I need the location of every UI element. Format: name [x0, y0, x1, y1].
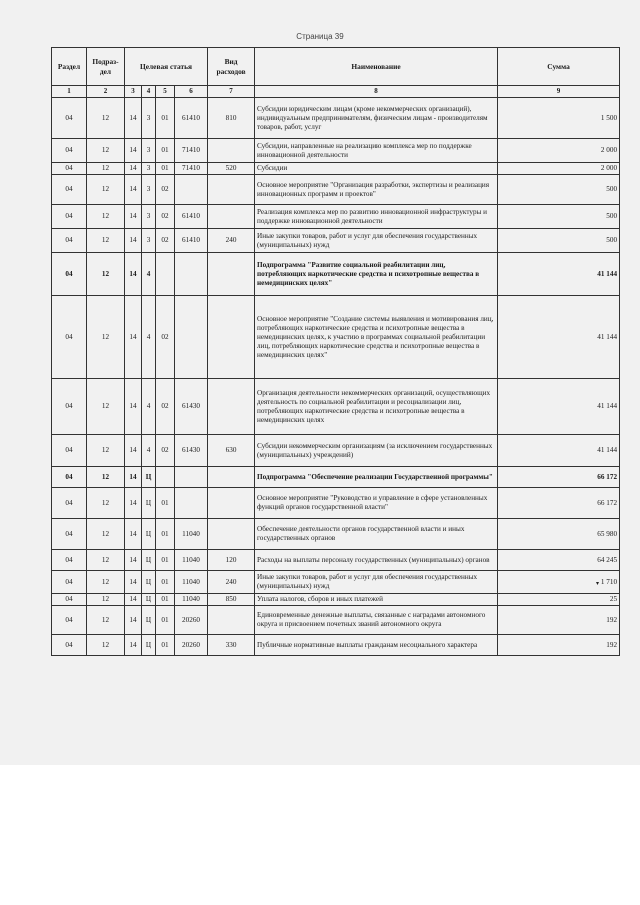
razdel-cell: 04	[52, 550, 87, 571]
podrazdel-cell: 12	[87, 606, 125, 635]
razdel-cell: 04	[52, 467, 87, 488]
name-cell: Субсидии юридическим лицам (кроме некоммерческих организаций), индивидуальным предпринимателям, физическим лицам - производителям товаров, работ, услуг	[255, 98, 498, 139]
header-target-article: Целевая статья	[125, 48, 208, 86]
header-podrazdel: Подраз-дел	[87, 48, 125, 86]
podrazdel-cell: 12	[87, 175, 125, 205]
name-cell: Единовременные денежные выплаты, связанные с наградами автономного округа и присвоением почетных званий автономного округа	[255, 606, 498, 635]
target-part3-cell: 02	[156, 229, 175, 253]
target-part2-cell: 3	[142, 98, 156, 139]
column-index-row	[52, 86, 620, 98]
index-cell: 9	[498, 86, 620, 98]
table-row	[52, 594, 620, 606]
podrazdel-cell: 12	[87, 571, 125, 594]
podrazdel-cell: 12	[87, 435, 125, 467]
target-part3-cell: 01	[156, 571, 175, 594]
target-code-cell: 71410	[175, 163, 208, 175]
index-cell: 5	[156, 86, 175, 98]
target-part2-cell: 4	[142, 296, 156, 379]
table-row	[52, 175, 620, 205]
sum-cell: 66 172	[498, 467, 620, 488]
target-part1-cell: 14	[125, 571, 142, 594]
vid-rashodov-cell	[208, 467, 255, 488]
sum-cell: 1 500	[498, 98, 620, 139]
table-row	[52, 606, 620, 635]
table-row	[52, 139, 620, 163]
razdel-cell: 04	[52, 606, 87, 635]
table-row	[52, 98, 620, 139]
target-part2-cell: Ц	[142, 594, 156, 606]
index-cell: 6	[175, 86, 208, 98]
podrazdel-cell: 12	[87, 379, 125, 435]
razdel-cell: 04	[52, 594, 87, 606]
sum-cell: 64 245	[498, 550, 620, 571]
name-cell: Основное мероприятие "Организация разработки, экспертизы и реализация инновационных программ и проектов"	[255, 175, 498, 205]
razdel-cell: 04	[52, 175, 87, 205]
name-cell: Публичные нормативные выплаты гражданам несоциального характера	[255, 635, 498, 656]
table-row	[52, 550, 620, 571]
target-part2-cell: 3	[142, 205, 156, 229]
target-part2-cell: Ц	[142, 635, 156, 656]
sum-cell: 41 144	[498, 296, 620, 379]
target-part3-cell: 01	[156, 488, 175, 519]
vid-rashodov-cell	[208, 488, 255, 519]
razdel-cell: 04	[52, 519, 87, 550]
vid-rashodov-cell	[208, 379, 255, 435]
name-cell: Обеспечение деятельности органов государственной власти и иных государственных органов	[255, 519, 498, 550]
vid-rashodov-cell: 630	[208, 435, 255, 467]
podrazdel-cell: 12	[87, 594, 125, 606]
table-row	[52, 435, 620, 467]
header-vid-rashodov: Вид расходов	[208, 48, 255, 86]
target-part1-cell: 14	[125, 467, 142, 488]
target-part1-cell: 14	[125, 379, 142, 435]
target-part1-cell: 14	[125, 229, 142, 253]
razdel-cell: 04	[52, 163, 87, 175]
razdel-cell: 04	[52, 205, 87, 229]
vid-rashodov-cell: 240	[208, 571, 255, 594]
table-row	[52, 467, 620, 488]
target-code-cell: 71410	[175, 139, 208, 163]
target-part3-cell: 01	[156, 606, 175, 635]
target-code-cell: 11040	[175, 550, 208, 571]
index-cell: 8	[255, 86, 498, 98]
index-cell: 1	[52, 86, 87, 98]
sum-cell: 25	[498, 594, 620, 606]
target-part1-cell: 14	[125, 519, 142, 550]
table-row	[52, 163, 620, 175]
target-part3-cell	[156, 467, 175, 488]
target-part1-cell: 14	[125, 594, 142, 606]
table-row	[52, 519, 620, 550]
name-cell: Подпрограмма "Развитие социальной реабилитации лиц, потребляющих наркотические средства и психотропные вещества в немедицинских целях"	[255, 253, 498, 296]
target-part3-cell: 02	[156, 175, 175, 205]
header-sum: Сумма	[498, 48, 620, 86]
target-code-cell	[175, 253, 208, 296]
podrazdel-cell: 12	[87, 519, 125, 550]
target-code-cell	[175, 467, 208, 488]
podrazdel-cell: 12	[87, 205, 125, 229]
target-part2-cell: Ц	[142, 467, 156, 488]
vid-rashodov-cell: 240	[208, 229, 255, 253]
vid-rashodov-cell: 810	[208, 98, 255, 139]
target-code-cell: 11040	[175, 519, 208, 550]
target-part3-cell: 01	[156, 98, 175, 139]
header-razdel: Раздел	[52, 48, 87, 86]
target-code-cell: 61430	[175, 435, 208, 467]
target-part3-cell: 01	[156, 519, 175, 550]
name-cell: Субсидии, направленные на реализацию комплекса мер по поддержке инновационной деятельности	[255, 139, 498, 163]
name-cell: Реализация комплекса мер по развитию инновационной инфраструктуры и поддержке инновационной деятельности	[255, 205, 498, 229]
sum-cell: 1 710	[498, 571, 620, 594]
podrazdel-cell: 12	[87, 229, 125, 253]
target-part1-cell: 14	[125, 98, 142, 139]
vid-rashodov-cell	[208, 296, 255, 379]
table-row	[52, 488, 620, 519]
name-cell: Основное мероприятие "Создание системы выявления и мотивирования лиц, потребляющих наркотические средства и психотропные вещества в немедицинских целях, к участию в программах социальной реабилитации лиц, потребляющих наркотические средства и психотропные вещества в немедицинских целях"	[255, 296, 498, 379]
target-part1-cell: 14	[125, 205, 142, 229]
podrazdel-cell: 12	[87, 163, 125, 175]
table-row	[52, 296, 620, 379]
vid-rashodov-cell	[208, 606, 255, 635]
vid-rashodov-cell: 330	[208, 635, 255, 656]
target-code-cell	[175, 296, 208, 379]
index-cell: 7	[208, 86, 255, 98]
budget-table	[51, 47, 620, 656]
razdel-cell: 04	[52, 139, 87, 163]
sum-cell: 500	[498, 175, 620, 205]
table-row	[52, 205, 620, 229]
razdel-cell: 04	[52, 635, 87, 656]
table-row	[52, 635, 620, 656]
target-code-cell: 61410	[175, 205, 208, 229]
podrazdel-cell: 12	[87, 296, 125, 379]
table-row	[52, 253, 620, 296]
vid-rashodov-cell	[208, 175, 255, 205]
sum-cell: 500	[498, 205, 620, 229]
target-part2-cell: 3	[142, 175, 156, 205]
target-part1-cell: 14	[125, 296, 142, 379]
podrazdel-cell: 12	[87, 253, 125, 296]
target-part3-cell: 01	[156, 139, 175, 163]
target-part1-cell: 14	[125, 606, 142, 635]
target-code-cell: 61410	[175, 229, 208, 253]
target-part2-cell: 4	[142, 253, 156, 296]
target-part2-cell: Ц	[142, 519, 156, 550]
sum-cell: 41 144	[498, 379, 620, 435]
podrazdel-cell: 12	[87, 98, 125, 139]
target-part1-cell: 14	[125, 175, 142, 205]
target-part2-cell: Ц	[142, 488, 156, 519]
page-number-label: Страница 39	[296, 32, 344, 41]
target-part2-cell: Ц	[142, 606, 156, 635]
name-cell: Уплата налогов, сборов и иных платежей	[255, 594, 498, 606]
target-part1-cell: 14	[125, 550, 142, 571]
target-code-cell: 11040	[175, 571, 208, 594]
sum-cell: 192	[498, 606, 620, 635]
name-cell: Организация деятельности некоммерческих организаций, осуществляющих деятельность по социальной реабилитации и ресоциализации лиц, потребляющих наркотические средства и психотропные вещества в немедицинских целях	[255, 379, 498, 435]
target-part1-cell: 14	[125, 435, 142, 467]
index-cell: 2	[87, 86, 125, 98]
name-cell: Подпрограмма "Обеспечение реализации Государственной программы"	[255, 467, 498, 488]
vid-rashodov-cell	[208, 253, 255, 296]
podrazdel-cell: 12	[87, 488, 125, 519]
target-part2-cell: 4	[142, 435, 156, 467]
name-cell: Субсидии	[255, 163, 498, 175]
table-row	[52, 571, 620, 594]
target-part3-cell: 02	[156, 379, 175, 435]
target-code-cell: 20260	[175, 606, 208, 635]
podrazdel-cell: 12	[87, 635, 125, 656]
razdel-cell: 04	[52, 296, 87, 379]
razdel-cell: 04	[52, 229, 87, 253]
target-code-cell	[175, 488, 208, 519]
blank-margin	[0, 765, 640, 905]
target-part3-cell: 02	[156, 435, 175, 467]
vid-rashodov-cell	[208, 519, 255, 550]
sum-cell: 2 000	[498, 163, 620, 175]
name-cell: Иные закупки товаров, работ и услуг для обеспечения государственных (муниципальных) нужд	[255, 571, 498, 594]
target-part1-cell: 14	[125, 139, 142, 163]
vid-rashodov-cell: 850	[208, 594, 255, 606]
target-part3-cell: 01	[156, 163, 175, 175]
target-part3-cell: 02	[156, 296, 175, 379]
name-cell: Расходы на выплаты персоналу государственных (муниципальных) органов	[255, 550, 498, 571]
index-cell: 4	[142, 86, 156, 98]
target-part1-cell: 14	[125, 488, 142, 519]
razdel-cell: 04	[52, 571, 87, 594]
target-part3-cell	[156, 253, 175, 296]
sum-cell: 500	[498, 229, 620, 253]
vid-rashodov-cell	[208, 139, 255, 163]
razdel-cell: 04	[52, 253, 87, 296]
header-name: Наименование	[255, 48, 498, 86]
target-code-cell: 11040	[175, 594, 208, 606]
sum-cell: 65 980	[498, 519, 620, 550]
target-code-cell: 61430	[175, 379, 208, 435]
index-cell: 3	[125, 86, 142, 98]
target-part1-cell: 14	[125, 635, 142, 656]
table-body	[52, 98, 620, 656]
table-header-row	[52, 48, 620, 86]
sum-cell: 66 172	[498, 488, 620, 519]
target-part2-cell: 4	[142, 379, 156, 435]
table-row	[52, 379, 620, 435]
name-cell: Субсидии некоммерческим организациям (за исключением государственных (муниципальных) учреждений)	[255, 435, 498, 467]
target-part2-cell: Ц	[142, 571, 156, 594]
sum-cell: 41 144	[498, 253, 620, 296]
razdel-cell: 04	[52, 488, 87, 519]
target-part3-cell: 01	[156, 550, 175, 571]
target-code-cell	[175, 175, 208, 205]
target-part2-cell: 3	[142, 163, 156, 175]
vid-rashodov-cell: 120	[208, 550, 255, 571]
podrazdel-cell: 12	[87, 467, 125, 488]
sum-cell: 192	[498, 635, 620, 656]
podrazdel-cell: 12	[87, 550, 125, 571]
sum-cell: 2 000	[498, 139, 620, 163]
target-part2-cell: 3	[142, 139, 156, 163]
razdel-cell: 04	[52, 379, 87, 435]
target-part3-cell: 02	[156, 205, 175, 229]
target-part2-cell: Ц	[142, 550, 156, 571]
target-part2-cell: 3	[142, 229, 156, 253]
target-code-cell: 20260	[175, 635, 208, 656]
margin-mark: ▾	[596, 581, 600, 587]
razdel-cell: 04	[52, 435, 87, 467]
name-cell: Иные закупки товаров, работ и услуг для обеспечения государственных (муниципальных) нужд	[255, 229, 498, 253]
podrazdel-cell: 12	[87, 139, 125, 163]
vid-rashodov-cell	[208, 205, 255, 229]
target-part3-cell: 01	[156, 594, 175, 606]
target-code-cell: 61410	[175, 98, 208, 139]
vid-rashodov-cell: 520	[208, 163, 255, 175]
table-row	[52, 229, 620, 253]
target-part1-cell: 14	[125, 163, 142, 175]
razdel-cell: 04	[52, 98, 87, 139]
target-part1-cell: 14	[125, 253, 142, 296]
name-cell: Основное мероприятие "Руководство и управление в сфере установленных функций органов государственной власти"	[255, 488, 498, 519]
target-part3-cell: 01	[156, 635, 175, 656]
sum-cell: 41 144	[498, 435, 620, 467]
